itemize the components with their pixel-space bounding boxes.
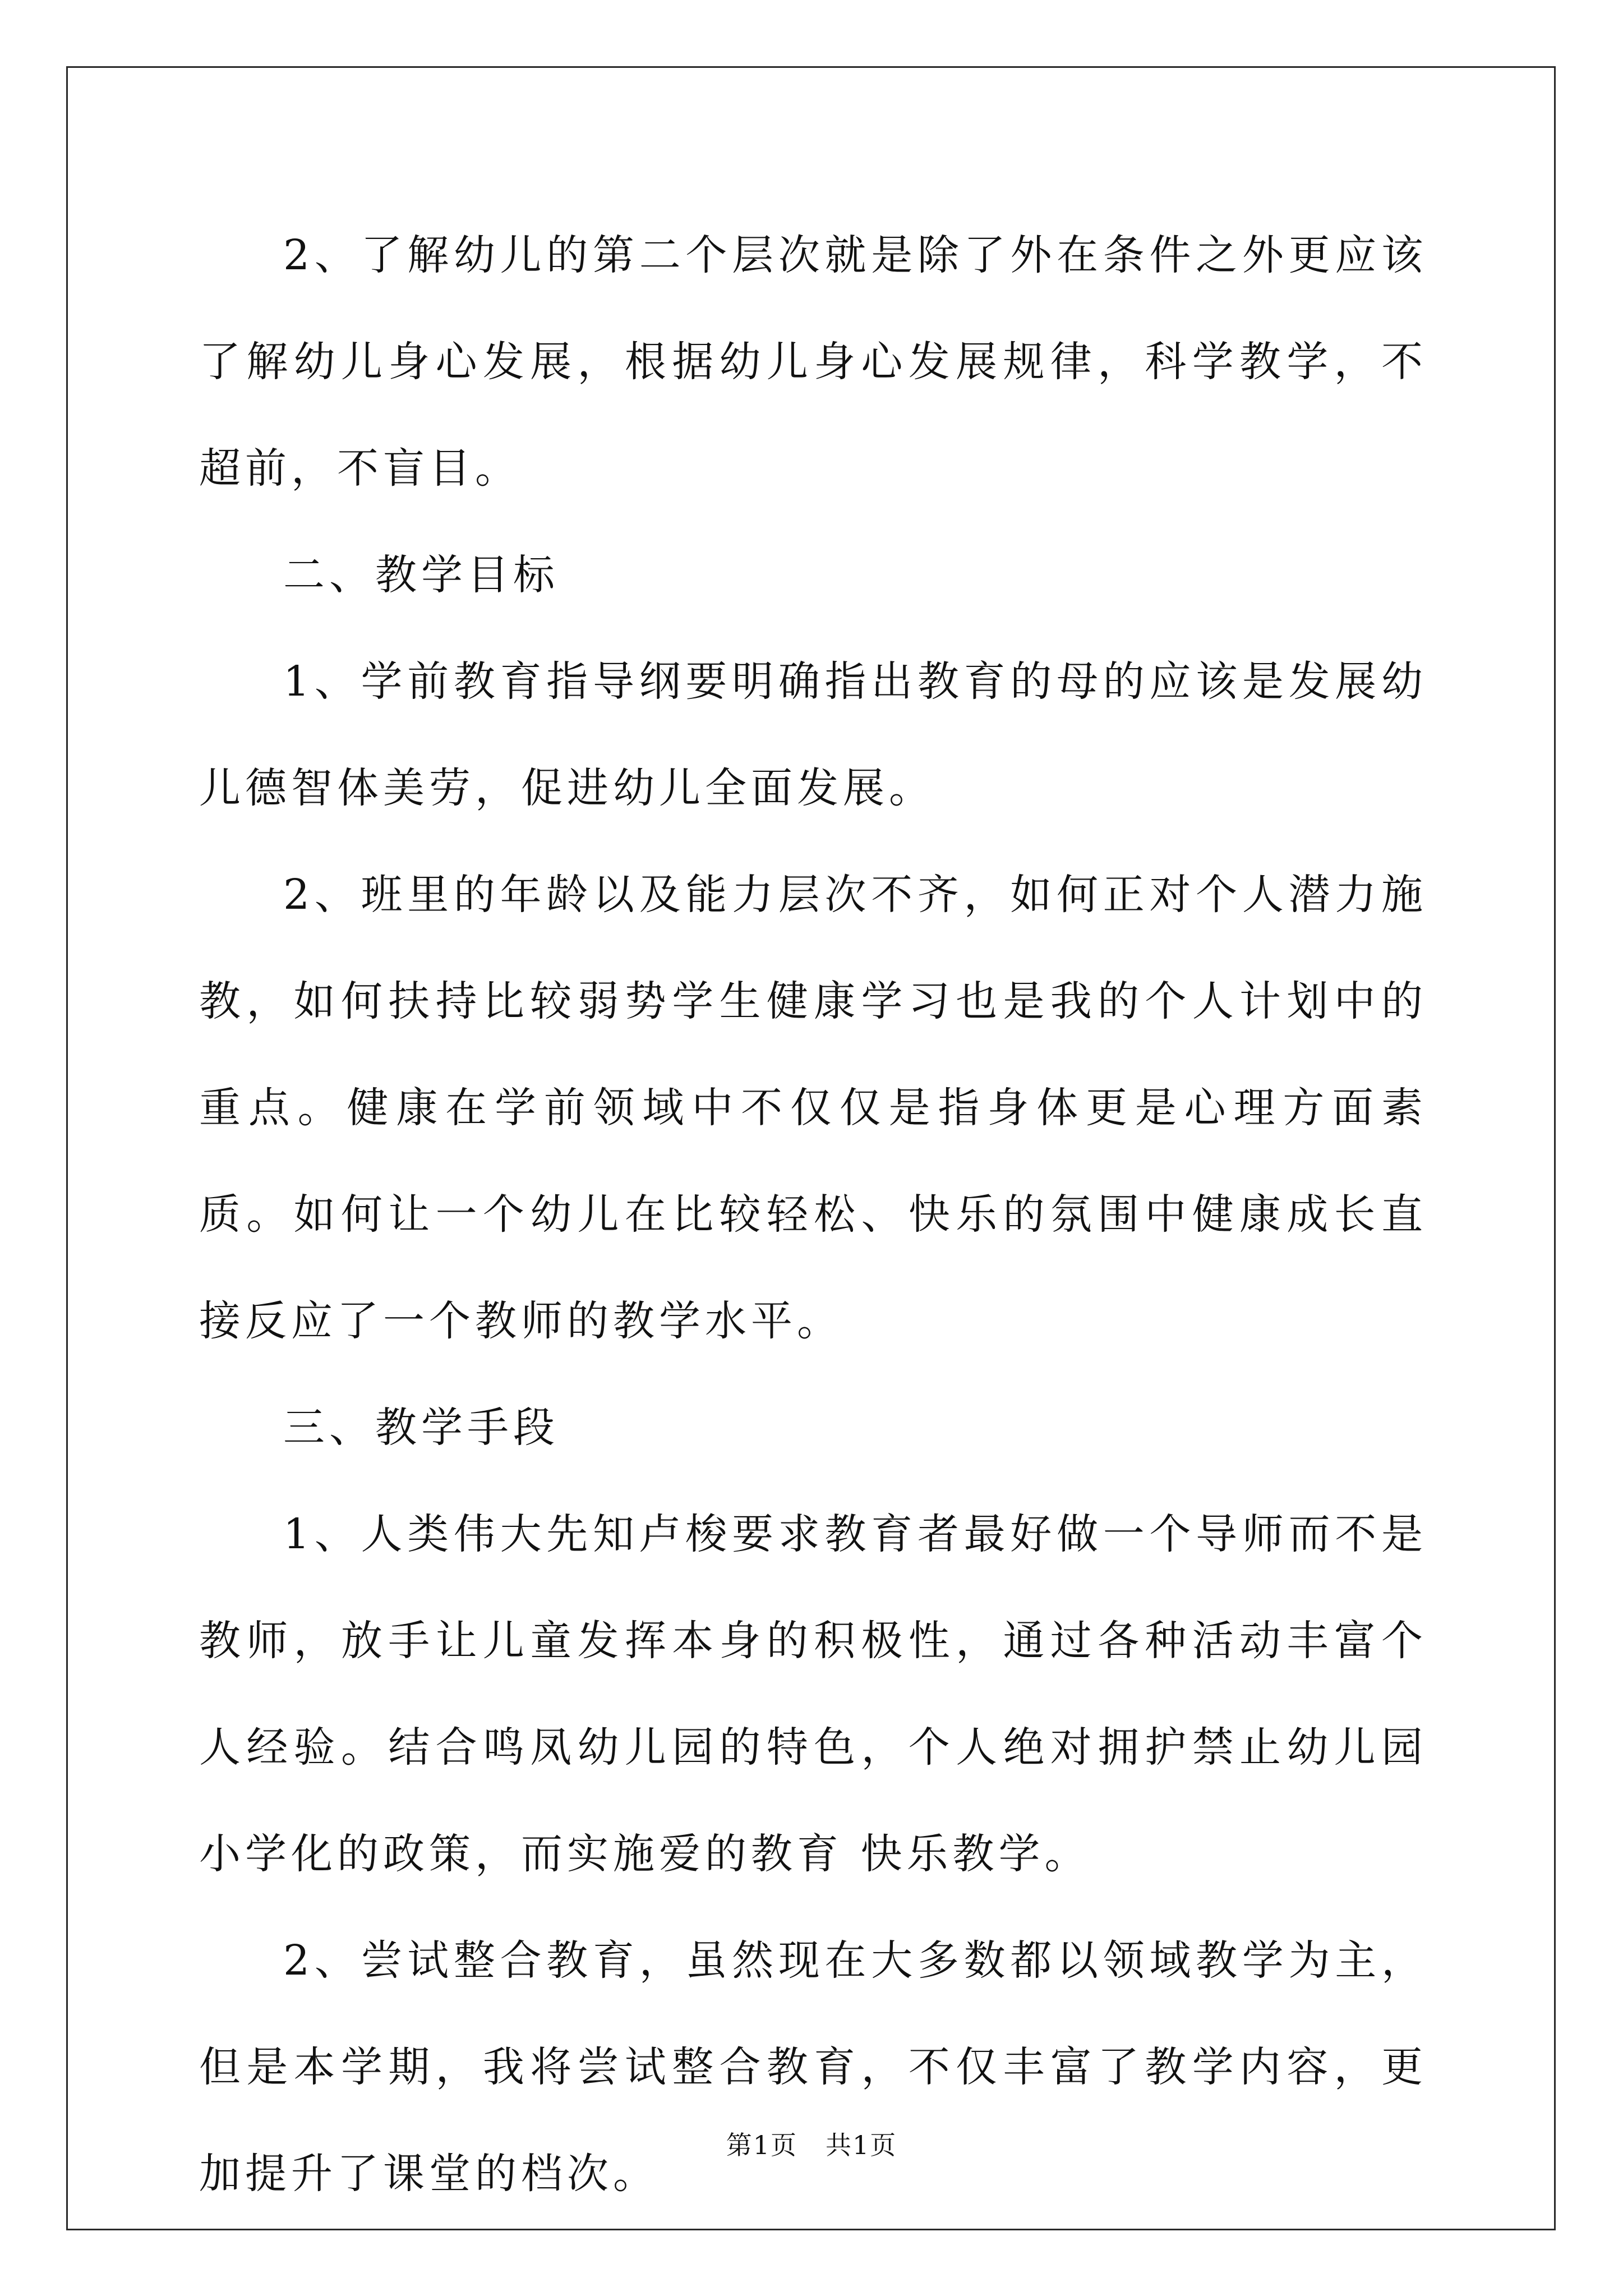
paragraph-p2: 1、学前教育指导纲要明确指出教育的母的应该是发展幼儿德智体美劳，促进幼儿全面发展。 — [199, 657, 1427, 812]
paragraph-p3: 2、班里的年龄以及能力层次不齐，如何正对个人潜力施教，如何扶持比较弱势学生健康学习也是我的个人计划中的重点。健康在学前领域中不仅仅是指身体更是心理方面素质。如何让一个幼儿在比较轻松、快乐的氛围中健康成长直接反应了一个教师的教学水平。 — [199, 871, 1427, 1345]
paragraph-p4: 1、人类伟大先知卢梭要求教育者最好做一个导师而不是教师，放手让儿童发挥本身的积极性，通过各种活动丰富个人经验。结合鸣凤幼儿园的特色，个人绝对拥护禁止幼儿园小学化的政策，而实施爱的教育 快乐教学。 — [199, 1510, 1427, 1878]
section-heading-teaching-goals: 二、教学目标 — [283, 551, 559, 599]
section-heading-teaching-methods: 三、教学手段 — [283, 1404, 559, 1452]
paragraph-p1: 2、了解幼儿的第二个层次就是除了外在条件之外更应该了解幼儿身心发展，根据幼儿身心发展规律，科学教学，不超前，不盲目。 — [199, 231, 1427, 493]
page-footer — [0, 2125, 1623, 2162]
paragraph-p5: 2、尝试整合教育，虽然现在大多数都以领域教学为主，但是本学期，我将尝试整合教育，不仅丰富了教学内容，更加提升了课堂的档次。 — [199, 1936, 1427, 2198]
page-number-current: 第1页 — [726, 2130, 797, 2160]
document-body — [199, 202, 1427, 2227]
page-number-total: 共1页 — [826, 2130, 897, 2160]
